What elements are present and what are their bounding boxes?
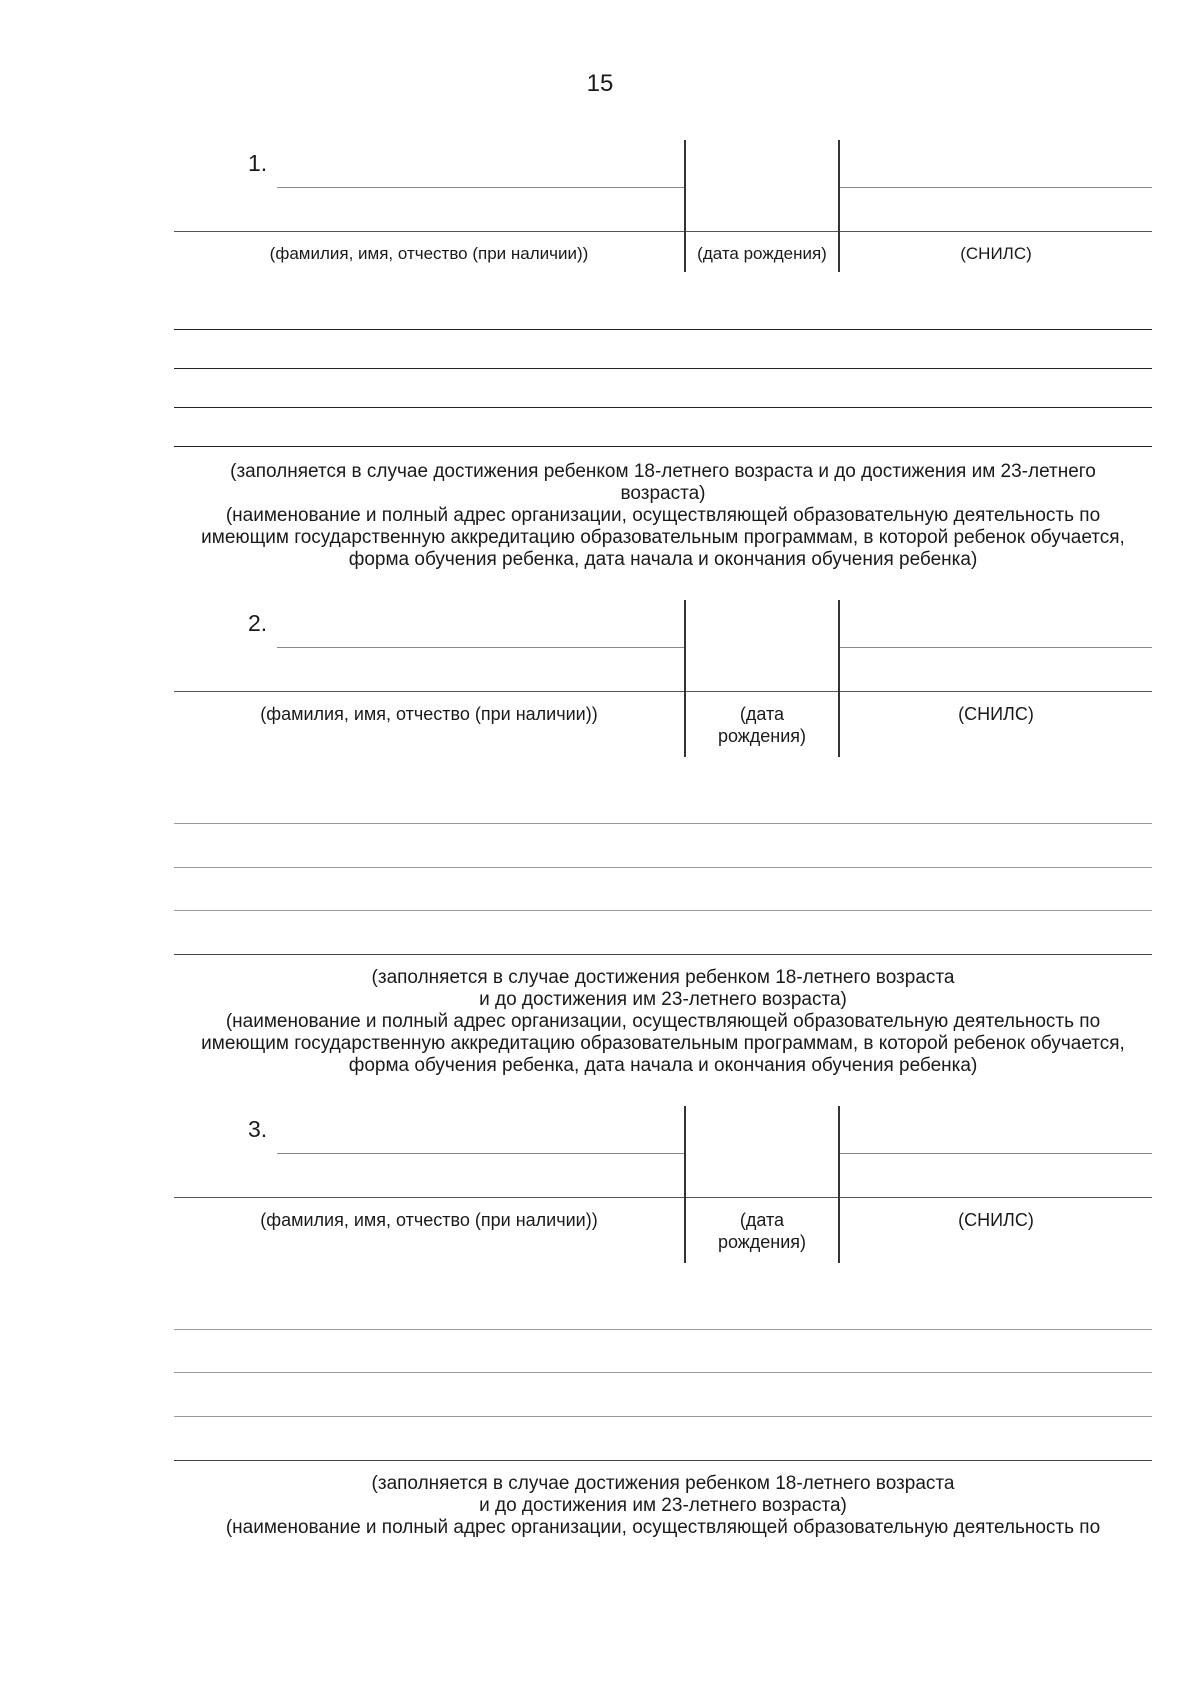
note-condition: (заполняется в случае достижения ребенком 18-летнего возраста и до достижения им 23-летнего возраста) xyxy=(230,461,1096,504)
dob-caption xyxy=(686,1209,838,1253)
dob-caption-line: (дата xyxy=(739,1210,785,1230)
note-condition-line: и до достижения им 23-летнего возраста) xyxy=(479,1495,847,1516)
dob-caption-line: (дата xyxy=(739,704,785,724)
fio-caption: (фамилия, имя, отчество (при наличии)) xyxy=(260,704,598,724)
note-organization: (наименование и полный адрес организации, осуществляющей образовательную деятельность по имеющим государственную аккредитацию образовательным программам, в которой ребенок обучается, форма обучения ребенка, дата начала и окончания обучения ребенка) xyxy=(201,1011,1125,1076)
snils-input-line[interactable] xyxy=(840,1153,1152,1154)
dob-caption-line: рождения) xyxy=(717,1232,807,1252)
child-block-1 xyxy=(174,140,1152,570)
fio-input-line[interactable] xyxy=(277,647,685,648)
note-organization: (наименование и полный адрес организации, осуществляющей образовательную деятельность по xyxy=(225,1517,1101,1538)
dob-caption-line: рождения) xyxy=(717,726,807,746)
note-condition xyxy=(174,967,1152,1011)
note-condition-line: (заполняется в случае достижения ребенком 18-летнего возраста xyxy=(371,1473,955,1494)
org-input-line[interactable] xyxy=(174,910,1152,911)
note-condition-line: (заполняется в случае достижения ребенком 18-летнего возраста xyxy=(371,967,955,988)
child-info-grid xyxy=(174,600,1152,757)
item-number: 3. xyxy=(248,1116,268,1142)
org-input-line[interactable] xyxy=(174,867,1152,868)
org-input-line[interactable] xyxy=(174,407,1152,408)
column-divider xyxy=(838,600,840,757)
child-block-3 xyxy=(174,1106,1152,1546)
dob-caption xyxy=(686,703,838,747)
dob-caption: (дата рождения) xyxy=(697,244,827,263)
snils-caption: (СНИЛС) xyxy=(960,244,1032,263)
grid-divider xyxy=(174,691,1152,692)
fio-input-line[interactable] xyxy=(277,187,685,188)
org-input-line[interactable] xyxy=(174,823,1152,824)
org-input-line[interactable] xyxy=(174,1460,1152,1461)
fio-caption: (фамилия, имя, отчество (при наличии)) xyxy=(260,1210,598,1230)
note-condition xyxy=(174,1473,1152,1517)
fio-input-line[interactable] xyxy=(277,1153,685,1154)
snils-caption: (СНИЛС) xyxy=(958,704,1034,724)
item-number: 2. xyxy=(248,610,268,636)
note-organization: (наименование и полный адрес организации, осуществляющей образовательную деятельность по имеющим государственную аккредитацию образовательным программам, в которой ребенок обучается, форма обучения ребенка, дата начала и окончания обучения ребенка) xyxy=(201,505,1125,570)
org-input-line[interactable] xyxy=(174,954,1152,955)
child-info-grid xyxy=(174,140,1152,272)
fio-caption: (фамилия, имя, отчество (при наличии)) xyxy=(269,244,589,263)
grid-divider xyxy=(174,1197,1152,1198)
org-input-line[interactable] xyxy=(174,1372,1152,1373)
snils-caption: (СНИЛС) xyxy=(958,1210,1034,1230)
column-divider xyxy=(838,1106,840,1263)
child-info-grid xyxy=(174,1106,1152,1263)
grid-divider xyxy=(174,231,1152,232)
org-input-line[interactable] xyxy=(174,368,1152,369)
org-input-line[interactable] xyxy=(174,1416,1152,1417)
item-number: 1. xyxy=(248,150,268,176)
page-number: 15 xyxy=(586,70,614,97)
org-input-line[interactable] xyxy=(174,1329,1152,1330)
child-block-2 xyxy=(174,600,1152,1080)
note-condition-line: и до достижения им 23-летнего возраста) xyxy=(479,989,847,1010)
snils-input-line[interactable] xyxy=(840,187,1152,188)
org-input-line[interactable] xyxy=(174,446,1152,447)
org-input-line[interactable] xyxy=(174,329,1152,330)
snils-input-line[interactable] xyxy=(840,647,1152,648)
